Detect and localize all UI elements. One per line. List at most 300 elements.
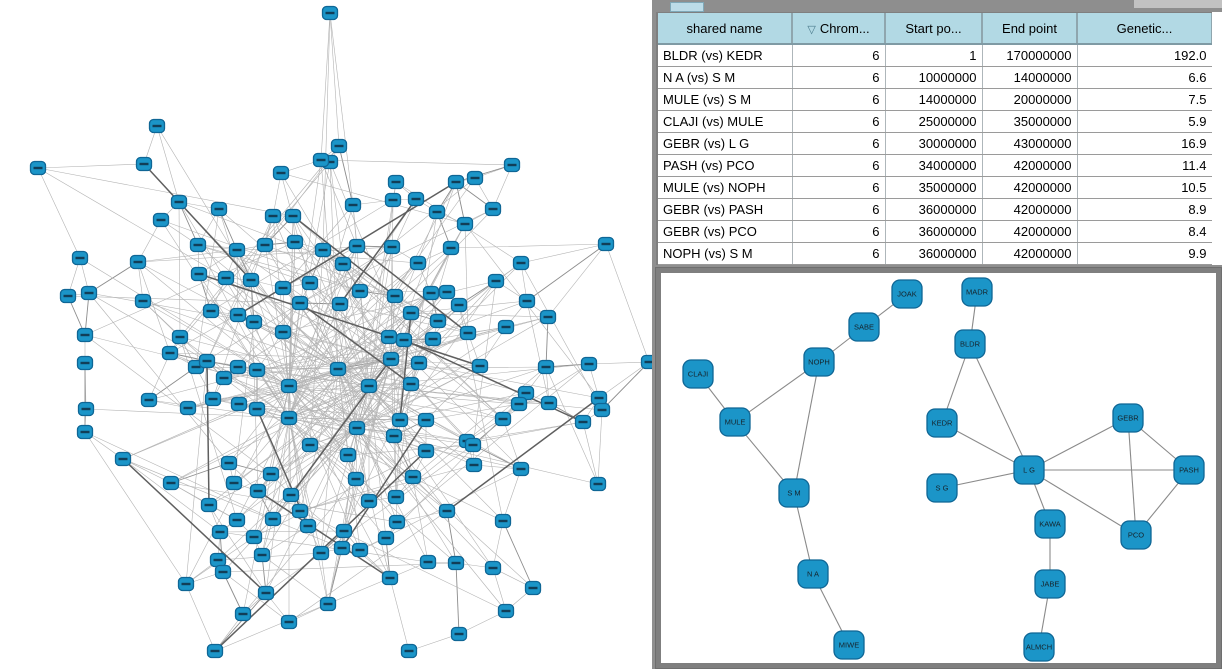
node-label-smudge	[258, 554, 267, 556]
node-label-smudge	[184, 407, 193, 409]
network-node[interactable]	[321, 598, 336, 611]
network-node[interactable]	[331, 363, 346, 376]
network-node[interactable]	[591, 478, 606, 491]
network-node[interactable]	[349, 473, 364, 486]
network-node[interactable]	[499, 321, 514, 334]
network-node[interactable]	[230, 514, 245, 527]
network-node[interactable]	[385, 241, 400, 254]
network-node[interactable]	[293, 297, 308, 310]
table-row[interactable]	[658, 177, 1212, 199]
table-cell[interactable]: 5.9	[1077, 111, 1212, 133]
network-node[interactable]	[486, 562, 501, 575]
network-node[interactable]	[461, 327, 476, 340]
network-node[interactable]	[303, 277, 318, 290]
node-label-smudge	[499, 520, 508, 522]
column-header-shared-name[interactable]	[658, 13, 792, 44]
node-label-smudge	[502, 326, 511, 328]
node-label-smudge	[349, 204, 358, 206]
network-node[interactable]	[208, 645, 223, 658]
network-node-sg[interactable]	[927, 474, 957, 502]
node-label-smudge	[517, 262, 526, 264]
network-node[interactable]	[430, 206, 445, 219]
network-node[interactable]	[79, 403, 94, 416]
table-cell[interactable]: 7.5	[1077, 89, 1212, 111]
network-edge	[394, 436, 598, 484]
network-node[interactable]	[449, 176, 464, 189]
network-edge	[467, 422, 583, 441]
network-node[interactable]	[346, 199, 361, 212]
network-node[interactable]	[514, 463, 529, 476]
network-node-joak[interactable]	[892, 280, 922, 308]
table-row[interactable]	[658, 111, 1212, 133]
network-node[interactable]	[222, 457, 237, 470]
network-node[interactable]	[411, 257, 426, 270]
node-label: ALMCH	[1025, 642, 1053, 652]
node-label-smudge	[285, 621, 294, 623]
network-edge	[123, 459, 220, 532]
network-node[interactable]	[250, 403, 265, 416]
network-node-bldr[interactable]	[955, 330, 985, 358]
table-cell[interactable]: 34000000	[885, 155, 982, 177]
network-node-sabe[interactable]	[849, 313, 879, 341]
network-node[interactable]	[164, 477, 179, 490]
network-node[interactable]	[424, 287, 439, 300]
network-node[interactable]	[362, 495, 377, 508]
table-cell[interactable]: 35000000	[982, 111, 1077, 133]
network-node[interactable]	[179, 578, 194, 591]
network-node[interactable]	[286, 210, 301, 223]
network-node[interactable]	[412, 357, 427, 370]
network-node[interactable]	[227, 477, 242, 490]
network-node[interactable]	[409, 193, 424, 206]
network-node-kedr[interactable]	[927, 409, 957, 437]
table-cell[interactable]: GEBR (vs) PASH	[658, 199, 792, 221]
table-cell[interactable]: GEBR (vs) PCO	[658, 221, 792, 243]
node-label-smudge	[489, 567, 498, 569]
node-label-smudge	[433, 211, 442, 213]
network-node[interactable]	[452, 299, 467, 312]
network-node[interactable]	[250, 364, 265, 377]
network-node[interactable]	[444, 242, 459, 255]
node-label-smudge	[233, 249, 242, 251]
network-node[interactable]	[452, 628, 467, 641]
network-node[interactable]	[266, 513, 281, 526]
table-cell[interactable]: 16.9	[1077, 133, 1212, 155]
network-node[interactable]	[236, 608, 251, 621]
network-edge[interactable]	[970, 344, 1029, 470]
network-node[interactable]	[78, 357, 93, 370]
network-node[interactable]	[314, 547, 329, 560]
network-node[interactable]	[116, 453, 131, 466]
network-node[interactable]	[440, 286, 455, 299]
table-cell[interactable]: MULE (vs) NOPH	[658, 177, 792, 199]
small-network-canvas[interactable]	[661, 273, 1216, 663]
node-label: N A	[806, 569, 820, 579]
network-edge[interactable]	[1128, 418, 1136, 535]
network-node[interactable]	[421, 556, 436, 569]
network-node[interactable]	[426, 333, 441, 346]
table-cell[interactable]: 8.9	[1077, 199, 1212, 221]
column-header-genetic---[interactable]	[1077, 13, 1212, 44]
table-row[interactable]	[658, 155, 1212, 177]
network-node[interactable]	[282, 616, 297, 629]
network-node[interactable]	[350, 240, 365, 253]
network-node[interactable]	[467, 459, 482, 472]
network-node[interactable]	[231, 361, 246, 374]
node-label-smudge	[352, 478, 361, 480]
node-label-smudge	[429, 338, 438, 340]
scrollbar-thumb[interactable]	[670, 2, 704, 12]
network-node[interactable]	[61, 290, 76, 303]
network-node[interactable]	[393, 414, 408, 427]
network-node[interactable]	[642, 356, 653, 369]
table-cell[interactable]: BLDR (vs) KEDR	[658, 44, 792, 67]
network-node[interactable]	[382, 331, 397, 344]
table-cell[interactable]: 42000000	[982, 155, 1077, 177]
node-label-smudge	[515, 403, 524, 405]
network-node[interactable]	[142, 394, 157, 407]
network-edge	[123, 459, 266, 593]
node-label-smudge	[334, 368, 343, 370]
network-node[interactable]	[251, 485, 266, 498]
network-node[interactable]	[204, 305, 219, 318]
table-cell[interactable]: 6	[792, 199, 885, 221]
table-cell[interactable]: 36000000	[885, 243, 982, 265]
node-label: PCO	[1127, 530, 1145, 540]
table-row[interactable]	[658, 133, 1212, 155]
table-cell[interactable]: 25000000	[885, 111, 982, 133]
network-node[interactable]	[440, 505, 455, 518]
network-node[interactable]	[592, 392, 607, 405]
node-label-smudge	[400, 339, 409, 341]
network-node[interactable]	[258, 239, 273, 252]
table-cell[interactable]: 35000000	[885, 177, 982, 199]
node-label-smudge	[356, 290, 365, 292]
table-cell[interactable]: 42000000	[982, 199, 1077, 221]
network-edge	[321, 13, 330, 160]
table-cell[interactable]: 11.4	[1077, 155, 1212, 177]
table-cell[interactable]: 6	[792, 67, 885, 89]
table-cell[interactable]: N A (vs) S M	[658, 67, 792, 89]
node-label-smudge	[296, 510, 305, 512]
network-node[interactable]	[341, 449, 356, 462]
network-node[interactable]	[333, 298, 348, 311]
node-label-smudge	[382, 537, 391, 539]
table-cell[interactable]: 8.4	[1077, 221, 1212, 243]
node-label-smudge	[215, 208, 224, 210]
table-cell[interactable]: 42000000	[982, 243, 1077, 265]
network-node[interactable]	[397, 334, 412, 347]
network-node[interactable]	[31, 162, 46, 175]
table-cell[interactable]: 6	[792, 243, 885, 265]
column-header-chrom---[interactable]	[792, 13, 885, 44]
network-node[interactable]	[247, 316, 262, 329]
table-cell[interactable]: 14000000	[982, 67, 1077, 89]
network-node[interactable]	[303, 439, 318, 452]
network-node[interactable]	[232, 398, 247, 411]
network-node[interactable]	[496, 413, 511, 426]
network-node[interactable]	[539, 361, 554, 374]
node-label-smudge	[339, 263, 348, 265]
network-node[interactable]	[82, 287, 97, 300]
table-row[interactable]	[658, 199, 1212, 221]
network-node[interactable]	[595, 404, 610, 417]
network-node[interactable]	[266, 210, 281, 223]
node-label-smudge	[469, 444, 478, 446]
network-node[interactable]	[314, 154, 329, 167]
network-node[interactable]	[486, 203, 501, 216]
network-edge	[186, 584, 215, 651]
network-node[interactable]	[264, 468, 279, 481]
network-node[interactable]	[389, 176, 404, 189]
network-node[interactable]	[192, 268, 207, 281]
network-node[interactable]	[390, 516, 405, 529]
network-node[interactable]	[181, 402, 196, 415]
table-row[interactable]	[658, 67, 1212, 89]
network-node[interactable]	[282, 412, 297, 425]
network-node[interactable]	[576, 416, 591, 429]
network-node[interactable]	[293, 505, 308, 518]
network-node-na[interactable]	[798, 560, 828, 588]
network-node-noph[interactable]	[804, 348, 834, 376]
table-cell[interactable]: CLAJI (vs) MULE	[658, 111, 792, 133]
network-node[interactable]	[419, 445, 434, 458]
network-node[interactable]	[512, 398, 527, 411]
table-row[interactable]	[658, 44, 1212, 67]
network-node[interactable]	[505, 159, 520, 172]
network-node[interactable]	[255, 549, 270, 562]
table-cell[interactable]: 6.6	[1077, 67, 1212, 89]
node-label: CLAJI	[687, 369, 709, 379]
table-cell[interactable]: 20000000	[982, 89, 1077, 111]
table-cell[interactable]: 170000000	[982, 44, 1077, 67]
network-node[interactable]	[301, 520, 316, 533]
node-label-smudge	[220, 377, 229, 379]
network-edge	[330, 13, 339, 146]
network-node[interactable]	[383, 572, 398, 585]
network-node[interactable]	[404, 378, 419, 391]
table-cell[interactable]: 6	[792, 177, 885, 199]
network-node[interactable]	[211, 554, 226, 567]
table-cell[interactable]: 10000000	[885, 67, 982, 89]
network-node[interactable]	[316, 244, 331, 257]
network-node-lg[interactable]	[1014, 456, 1044, 484]
network-node[interactable]	[173, 331, 188, 344]
network-node[interactable]	[337, 525, 352, 538]
table-cell[interactable]: 42000000	[982, 221, 1077, 243]
node-label-smudge	[452, 181, 461, 183]
network-node-pash[interactable]	[1174, 456, 1204, 484]
network-node[interactable]	[336, 258, 351, 271]
network-node[interactable]	[496, 515, 511, 528]
network-node[interactable]	[200, 355, 215, 368]
network-node[interactable]	[404, 307, 419, 320]
column-header-start-po---[interactable]	[885, 13, 982, 44]
network-node[interactable]	[247, 531, 262, 544]
network-node[interactable]	[379, 532, 394, 545]
network-node[interactable]	[131, 256, 146, 269]
network-node-kawa[interactable]	[1035, 510, 1065, 538]
network-node[interactable]	[473, 360, 488, 373]
network-node-madr[interactable]	[962, 278, 992, 306]
table-row[interactable]	[658, 243, 1212, 265]
node-label-smudge	[139, 300, 148, 302]
network-node-sm[interactable]	[779, 479, 809, 507]
table-cell[interactable]: 6	[792, 89, 885, 111]
network-node[interactable]	[362, 380, 377, 393]
table-cell[interactable]: GEBR (vs) L G	[658, 133, 792, 155]
network-node[interactable]	[419, 414, 434, 427]
network-node[interactable]	[353, 544, 368, 557]
network-node[interactable]	[514, 257, 529, 270]
network-node[interactable]	[137, 158, 152, 171]
network-node[interactable]	[335, 542, 350, 555]
network-node[interactable]	[231, 309, 246, 322]
table-cell[interactable]: 6	[792, 155, 885, 177]
table-cell[interactable]: 1	[885, 44, 982, 67]
network-node[interactable]	[406, 471, 421, 484]
node-label-smudge	[545, 402, 554, 404]
table-cell[interactable]: 192.0	[1077, 44, 1212, 67]
node-label: KEDR	[931, 418, 953, 428]
table-cell[interactable]: 14000000	[885, 89, 982, 111]
node-label-smudge	[269, 215, 278, 217]
node-label-smudge	[296, 302, 305, 304]
network-edge	[237, 250, 238, 315]
filter-icon[interactable]: ▽	[807, 23, 816, 36]
network-node[interactable]	[284, 489, 299, 502]
network-node[interactable]	[202, 499, 217, 512]
table-cell[interactable]: MULE (vs) S M	[658, 89, 792, 111]
network-node[interactable]	[388, 290, 403, 303]
table-cell[interactable]: 42000000	[982, 177, 1077, 199]
network-node-mule[interactable]	[720, 408, 750, 436]
network-node[interactable]	[288, 236, 303, 249]
network-node[interactable]	[582, 358, 597, 371]
network-node[interactable]	[332, 140, 347, 153]
network-edge	[38, 168, 80, 258]
table-cell[interactable]: 36000000	[885, 199, 982, 221]
network-node[interactable]	[276, 326, 291, 339]
table-cell[interactable]: NOPH (vs) S M	[658, 243, 792, 265]
node-label-smudge	[508, 164, 517, 166]
network-edge	[390, 578, 409, 651]
network-node[interactable]	[350, 422, 365, 435]
network-node[interactable]	[402, 645, 417, 658]
network-node[interactable]	[172, 196, 187, 209]
horizontal-scrollbar[interactable]	[652, 0, 1222, 12]
table-cell[interactable]: 6	[792, 44, 885, 67]
edge-attribute-table	[658, 13, 1213, 265]
network-node[interactable]	[468, 172, 483, 185]
network-node[interactable]	[191, 239, 206, 252]
network-node[interactable]	[73, 252, 88, 265]
network-node[interactable]	[323, 7, 338, 20]
network-node[interactable]	[276, 282, 291, 295]
network-node[interactable]	[526, 582, 541, 595]
network-edge	[599, 362, 649, 398]
network-node[interactable]	[384, 353, 399, 366]
network-node[interactable]	[212, 203, 227, 216]
network-node[interactable]	[219, 272, 234, 285]
table-cell[interactable]: 6	[792, 111, 885, 133]
node-label: PASH	[1179, 465, 1199, 475]
network-edge	[357, 428, 467, 441]
node-label-smudge	[194, 244, 203, 246]
node-label-smudge	[424, 561, 433, 563]
network-node-miwe[interactable]	[834, 631, 864, 659]
network-node[interactable]	[259, 587, 274, 600]
network-node[interactable]	[489, 275, 504, 288]
network-node[interactable]	[520, 295, 535, 308]
network-node[interactable]	[386, 194, 401, 207]
network-edge	[186, 361, 207, 584]
network-node[interactable]	[387, 430, 402, 443]
network-node[interactable]	[78, 426, 93, 439]
network-node[interactable]	[230, 244, 245, 257]
network-node[interactable]	[206, 393, 221, 406]
network-node[interactable]	[449, 557, 464, 570]
network-node[interactable]	[216, 566, 231, 579]
network-node-gebr[interactable]	[1113, 404, 1143, 432]
subnetwork-view	[661, 273, 1216, 663]
node-label-smudge	[391, 295, 400, 297]
network-node[interactable]	[244, 274, 259, 287]
table-cell[interactable]: 9.9	[1077, 243, 1212, 265]
node-label-smudge	[216, 531, 225, 533]
network-node[interactable]	[499, 605, 514, 618]
network-node-almch[interactable]	[1024, 633, 1054, 661]
network-edge[interactable]	[794, 362, 819, 493]
table-cell[interactable]: 10.5	[1077, 177, 1212, 199]
table-cell[interactable]: 6	[792, 221, 885, 243]
network-node[interactable]	[599, 238, 614, 251]
table-cell[interactable]: 36000000	[885, 221, 982, 243]
network-node[interactable]	[389, 491, 404, 504]
table-row[interactable]	[658, 221, 1212, 243]
network-node-jabe[interactable]	[1035, 570, 1065, 598]
network-node[interactable]	[150, 120, 165, 133]
network-node[interactable]	[353, 285, 368, 298]
table-cell[interactable]: 43000000	[982, 133, 1077, 155]
network-node[interactable]	[78, 329, 93, 342]
network-node-pco[interactable]	[1121, 521, 1151, 549]
network-node[interactable]	[217, 372, 232, 385]
network-node[interactable]	[541, 311, 556, 324]
table-cell[interactable]: 30000000	[885, 133, 982, 155]
network-edge	[219, 209, 254, 322]
node-label-smudge	[304, 525, 313, 527]
network-node[interactable]	[542, 397, 557, 410]
network-node[interactable]	[136, 295, 151, 308]
network-node[interactable]	[154, 214, 169, 227]
network-edge	[391, 182, 456, 359]
column-header-end-point[interactable]	[982, 13, 1077, 44]
network-edge	[339, 146, 353, 205]
node-label-smudge	[153, 125, 162, 127]
network-node[interactable]	[213, 526, 228, 539]
table-cell[interactable]: PASH (vs) PCO	[658, 155, 792, 177]
network-node[interactable]	[466, 439, 481, 452]
network-node[interactable]	[282, 380, 297, 393]
network-node[interactable]	[163, 347, 178, 360]
network-node[interactable]	[458, 218, 473, 231]
table-row[interactable]	[658, 89, 1212, 111]
network-node[interactable]	[431, 315, 446, 328]
table-cell[interactable]: 6	[792, 133, 885, 155]
network-node-claji[interactable]	[683, 360, 713, 388]
network-node[interactable]	[274, 167, 289, 180]
